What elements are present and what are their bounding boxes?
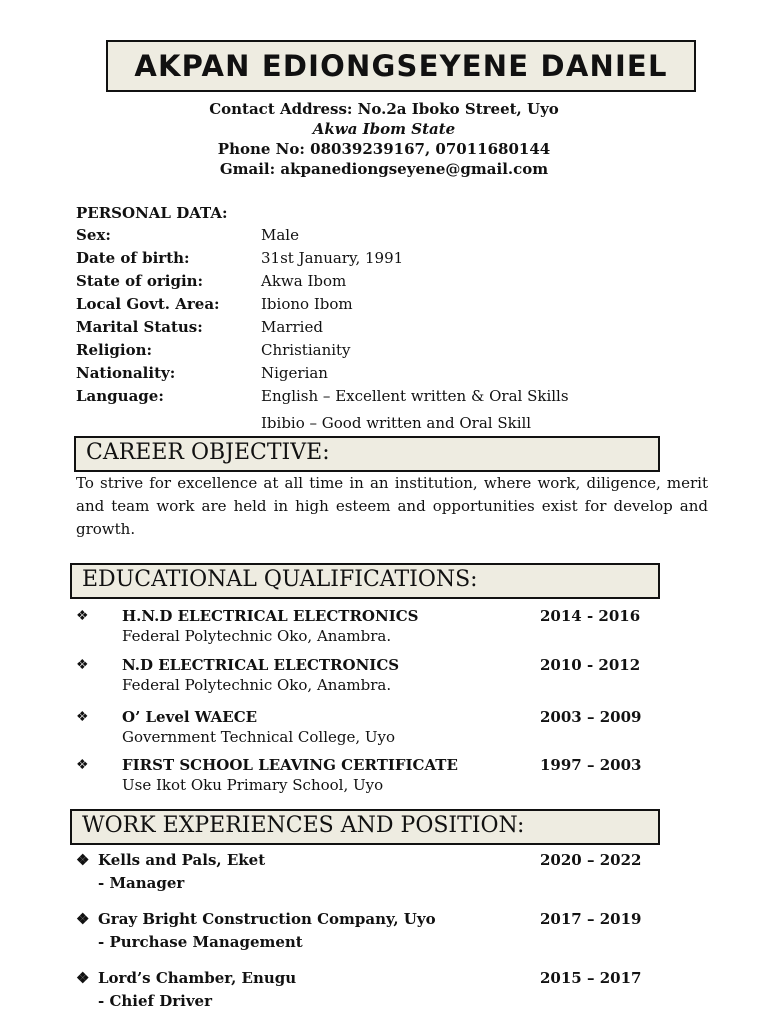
education-institution: Government Technical College, Uyo — [122, 728, 396, 746]
personal-row — [76, 293, 353, 316]
work-company: Gray Bright Construction Company, Uyo — [98, 910, 436, 928]
diamond-bullet-icon: ❖ — [76, 969, 90, 987]
personal-label: Date of birth: — [76, 249, 190, 267]
personal-row — [76, 247, 404, 270]
personal-value: Nigerian — [261, 364, 328, 382]
contact-phone: Phone No: 08039239167, 07011680144 — [217, 140, 551, 158]
contact-block — [0, 99, 768, 179]
personal-label: Local Govt. Area: — [76, 295, 220, 313]
education-title: H.N.D ELECTRICAL ELECTRONICS — [122, 607, 419, 625]
education-title: FIRST SCHOOL LEAVING CERTIFICATE — [122, 756, 458, 774]
personal-row — [76, 224, 299, 247]
diamond-bullet-icon: ❖ — [76, 657, 89, 673]
personal-value: 31st January, 1991 — [261, 249, 404, 267]
work-company: Kells and Pals, Eket — [98, 851, 266, 869]
personal-value: Ibibio – Good written and Oral Skill — [261, 414, 532, 432]
personal-value: Ibiono Ibom — [261, 295, 353, 313]
contact-email: Gmail: akpanediongseyene@gmail.com — [219, 160, 549, 178]
personal-label: Marital Status: — [76, 318, 203, 336]
work-years: 2017 – 2019 — [540, 910, 642, 928]
work-years: 2020 – 2022 — [540, 851, 642, 869]
education-institution: Use Ikot Oku Primary School, Uyo — [122, 776, 384, 794]
contact-address: Contact Address: No.2a Iboko Street, Uyo — [209, 100, 559, 118]
education-years: 2010 - 2012 — [540, 656, 641, 674]
contact-state: Akwa Ibom State — [312, 120, 456, 138]
personal-row — [76, 339, 351, 362]
personal-row-language-extra — [76, 408, 532, 438]
diamond-bullet-icon: ❖ — [76, 851, 90, 869]
work-experience-heading: WORK EXPERIENCES AND POSITION: — [70, 809, 660, 845]
name-header: AKPAN EDIONGSEYENE DANIEL — [106, 40, 696, 92]
personal-label: Sex: — [76, 226, 111, 244]
personal-row — [76, 316, 323, 339]
education-years: 2014 - 2016 — [540, 607, 641, 625]
work-position: - Manager — [98, 874, 185, 892]
career-objective-heading: CAREER OBJECTIVE: — [74, 436, 660, 472]
personal-value: Male — [261, 226, 299, 244]
education-institution: Federal Polytechnic Oko, Anambra. — [122, 627, 392, 645]
work-position: - Chief Driver — [98, 992, 212, 1010]
work-years: 2015 – 2017 — [540, 969, 642, 987]
education-title: N.D ELECTRICAL ELECTRONICS — [122, 656, 400, 674]
personal-value: English – Excellent written & Oral Skills — [261, 387, 569, 405]
education-heading: EDUCATIONAL QUALIFICATIONS: — [70, 563, 660, 599]
education-institution: Federal Polytechnic Oko, Anambra. — [122, 676, 392, 694]
diamond-bullet-icon: ❖ — [76, 757, 89, 773]
education-years: 2003 – 2009 — [540, 708, 642, 726]
work-company: Lord’s Chamber, Enugu — [98, 969, 297, 987]
personal-label: Language: — [76, 387, 164, 405]
education-title: O’ Level WAECE — [122, 708, 258, 726]
personal-row — [76, 270, 347, 293]
personal-data-heading: PERSONAL DATA: — [76, 204, 228, 222]
personal-data-section — [76, 203, 569, 438]
diamond-bullet-icon: ❖ — [76, 910, 90, 928]
diamond-bullet-icon: ❖ — [76, 608, 89, 624]
diamond-bullet-icon: ❖ — [76, 709, 89, 725]
personal-row — [76, 362, 328, 385]
work-position: - Purchase Management — [98, 933, 303, 951]
personal-label: State of origin: — [76, 272, 204, 290]
career-objective-text: To strive for excellence at all time in an institution, where work, diligence, merit and team work are held in high esteem and opportunities exist for develop and growth. — [76, 474, 708, 538]
education-years: 1997 – 2003 — [540, 756, 642, 774]
personal-value: Christianity — [261, 341, 351, 359]
personal-row — [76, 385, 569, 408]
personal-value: Akwa Ibom — [261, 272, 347, 290]
personal-value: Married — [261, 318, 323, 336]
personal-label: Nationality: — [76, 364, 176, 382]
personal-label: Religion: — [76, 341, 153, 359]
